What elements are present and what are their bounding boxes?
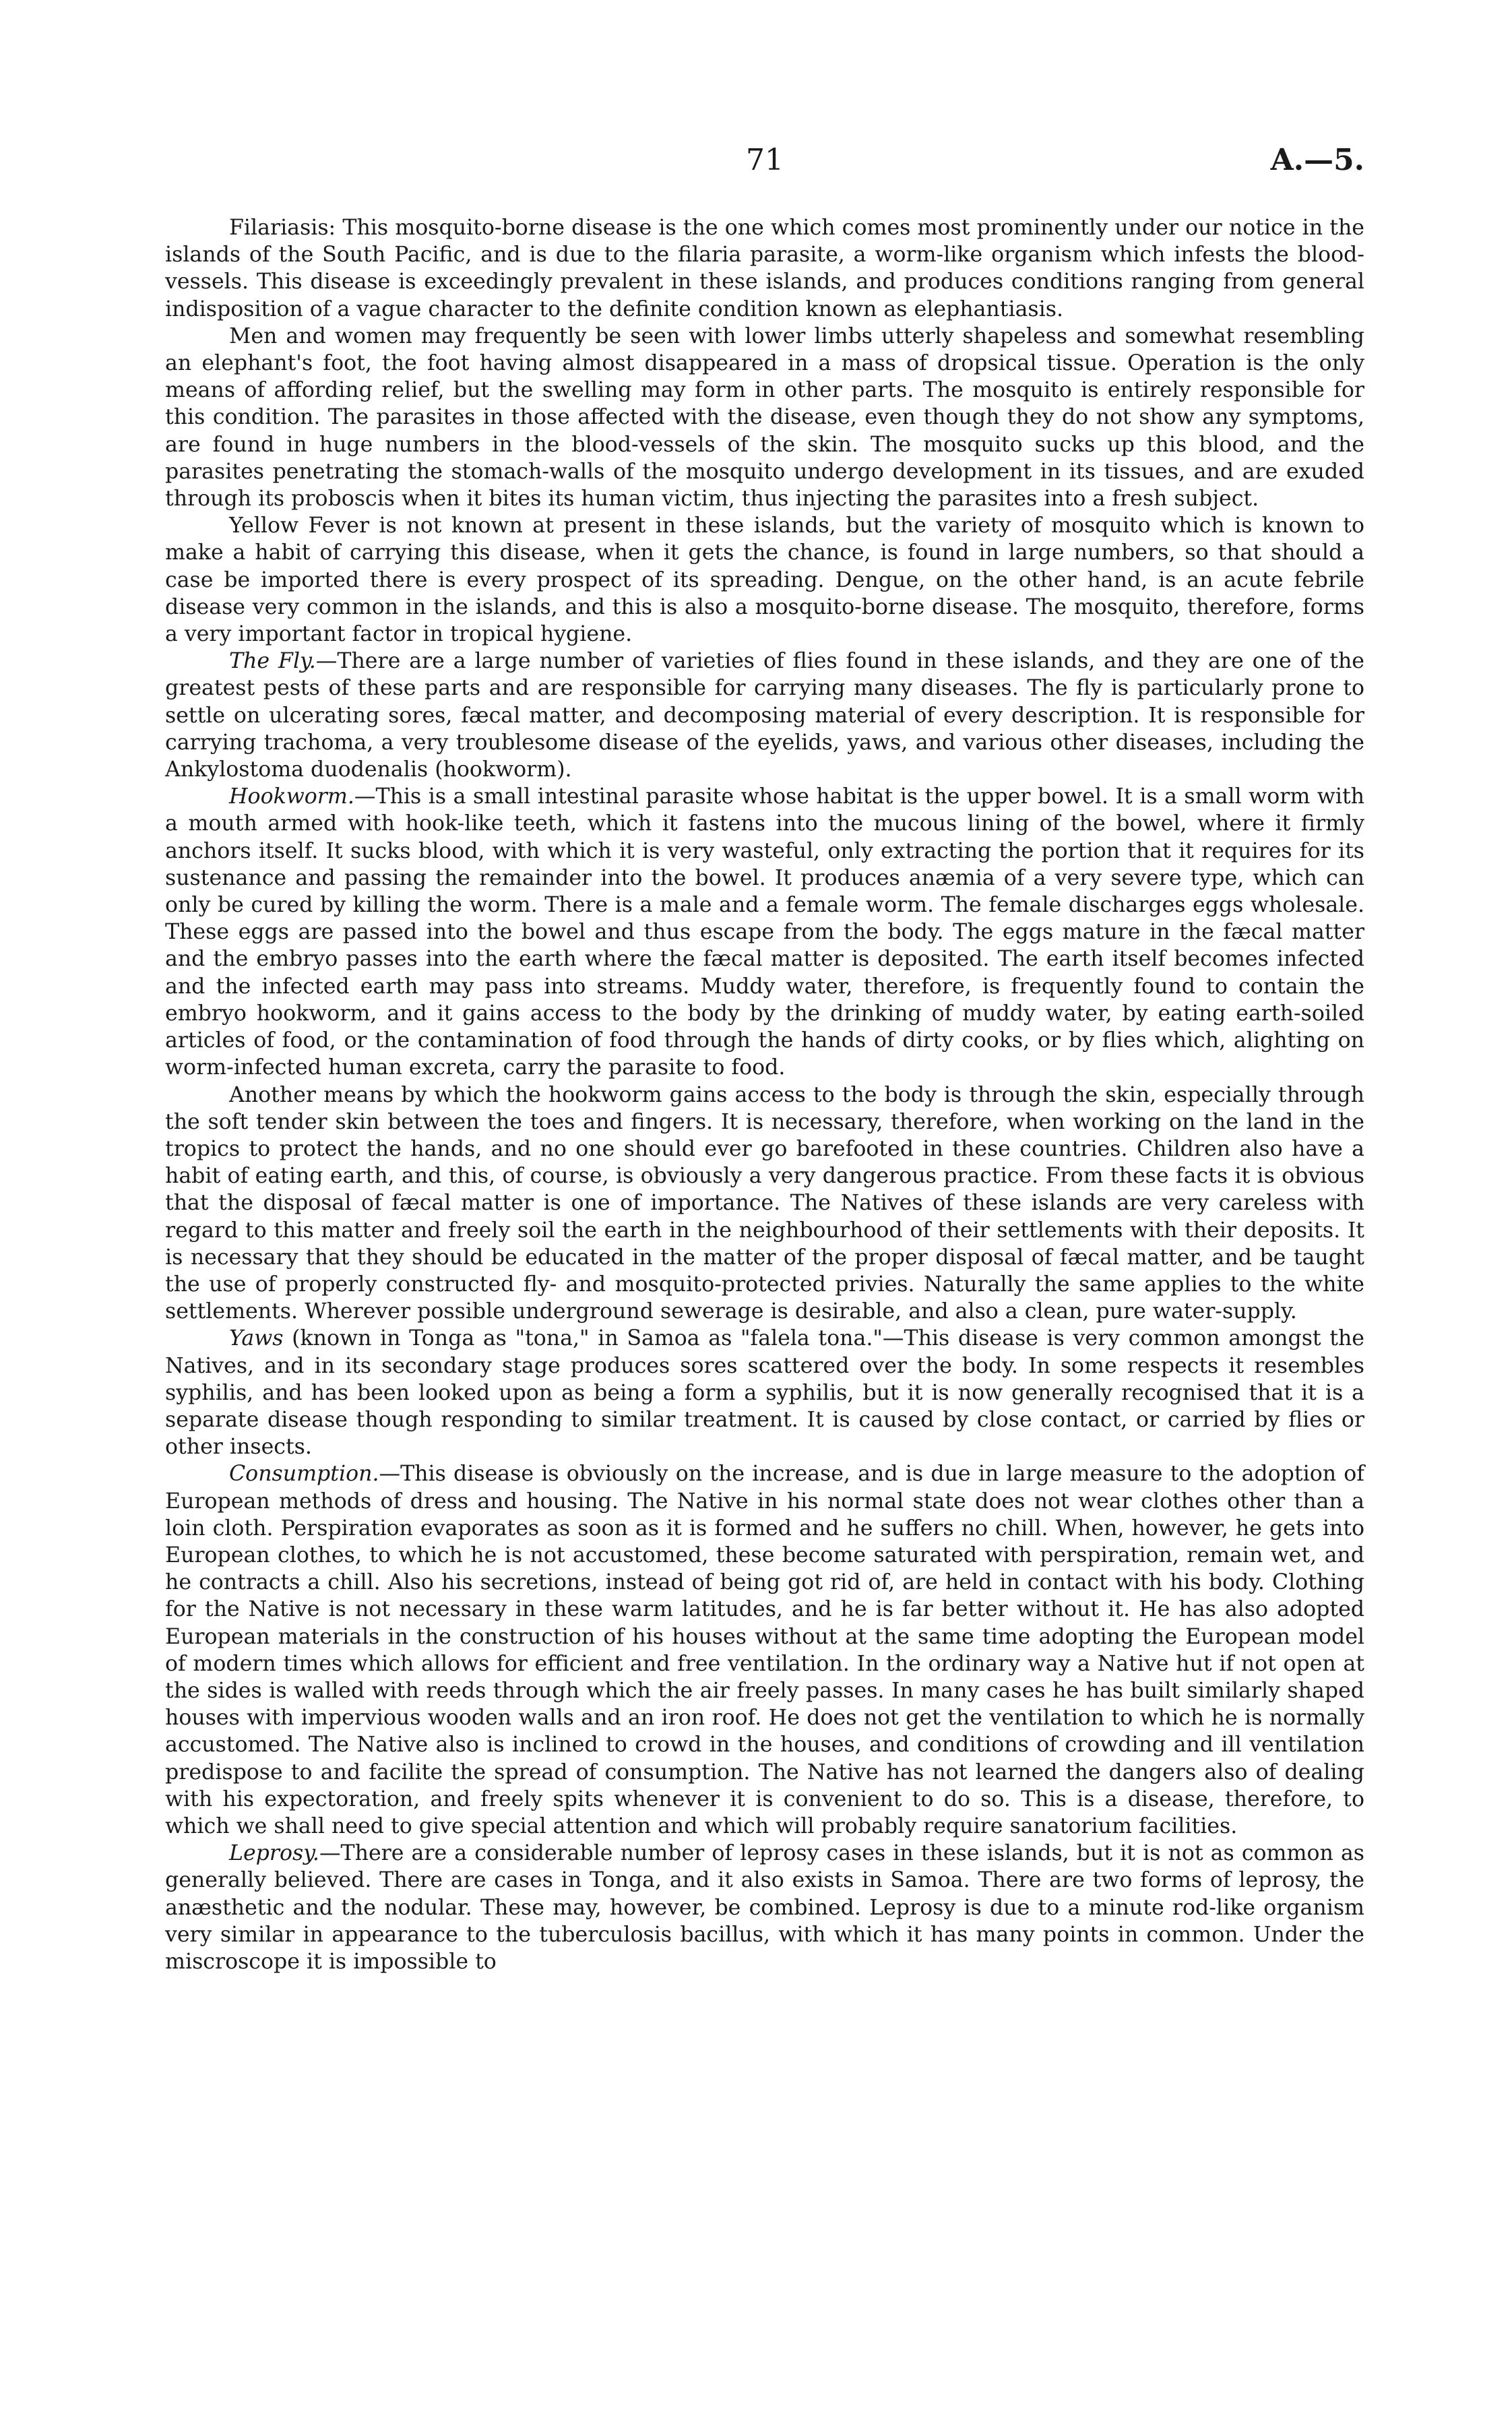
paragraph-hookworm-skin: Another means by which the hookworm gains access to the body is through the skin, especially through the soft tender skin between the toes and fingers. It is necessary, therefore, when working on the land in the tropics to protect the hands, and no one should ever go barefooted in these countries. Children also have a habit of eating earth, and this, of course, is obviously a very dangerous practice. From these facts it is obvious that the disposal of fæcal matter is one of importance. The Natives of these islands are very careless with regard to this matter and freely soil the earth in the neighbourhood of their settlements with their deposits. It is necessary that they should be educated in the matter of the proper disposal of fæcal matter, and be taught the use of properly constructed fly- and mosquito-protected privies. Naturally the same applies to the white settlements. Wherever possible underground sewerage is desirable, and also a clean, pure water-supply. — [165, 1082, 1364, 1324]
body-text — [165, 214, 1364, 1975]
page-number: 71 — [746, 143, 784, 177]
page-header — [165, 143, 1364, 190]
paragraph-consumption: Consumption.—This disease is obviously on the increase, and is due in large measure to the adoption of European methods of dress and housing. The Native in his normal state does not wear clothes other than a loin cloth. Perspiration evaporates as soon as it is formed and he suffers no chill. When, however, he gets into European clothes, to which he is not accustomed, these become saturated with perspiration, remain wet, and he contracts a chill. Also his secretions, instead of being got rid of, are held in contact with his body. Clothing for the Native is not necessary in these warm latitudes, and he is far better without it. He has also adopted European materials in the construction of his houses without at the same time adopting the European model of modern times which allows for efficient and free ventilation. In the ordinary way a Native hut if not open at the sides is walled with reeds through which the air freely passes. In many cases he has built similarly shaped houses with impervious wooden walls and an iron roof. He does not get the ventilation to which he is normally accustomed. The Native also is inclined to crowd in the houses, and conditions of crowding and ill ventilation predispose to and facilite the spread of consumption. The Native has not learned the dangers also of dealing with his expectoration, and freely spits whenever it is convenient to do so. This is a disease, therefore, to which we shall need to give special attention and which will probably require sanatorium facilities. — [165, 1462, 1364, 1838]
paragraph-filariasis: Filariasis: This mosquito-borne disease is the one which comes most prominently under our notice in the islands of the South Pacific, and is due to the filaria parasite, a worm-like organism which infests the blood-vessels. This disease is exceedingly prevalent in these islands, and produces conditions ranging from general indisposition of a vague character to the definite condition known as elephantiasis. — [165, 216, 1364, 321]
paragraph-yellow-fever: Yellow Fever is not known at present in these islands, but the variety of mosquito which is known to make a habit of carrying this disease, when it gets the chance, is found in large numbers, so that should a case be imported there is every prospect of its spreading. Dengue, on the other hand, is an acute febrile disease very common in the islands, and this is also a mosquito-borne disease. The mosquito, therefore, forms a very important factor in tropical hygiene. — [165, 514, 1364, 647]
report-code: A.—5. — [1270, 143, 1364, 177]
paragraph-fly: The Fly.—There are a large number of varieties of flies found in these islands, and they are one of the greatest pests of these parts and are responsible for carrying many diseases. The fly is particularly prone to settle on ulcerating sores, fæcal matter, and decomposing material of every description. It is responsible for carrying trachoma, a very troublesome disease of the eyelids, yaws, and various other diseases, including the Ankylostoma duodenalis (hookworm). — [165, 649, 1364, 782]
paragraph-hookworm: Hookworm.—This is a small intestinal parasite whose habitat is the upper bowel. It is a small worm with a mouth armed with hook-like teeth, which it fastens into the mucous lining of the bowel, where it firmly anchors itself. It sucks blood, with which it is very wasteful, only extracting the portion that it requires for its sustenance and passing the remainder into the bowel. It produces anæmia of a very severe type, which can only be cured by killing the worm. There is a male and a female worm. The female discharges eggs wholesale. These eggs are passed into the bowel and thus escape from the body. The eggs mature in the fæcal matter and the embryo passes into the earth where the fæcal matter is deposited. The earth itself becomes infected and the infected earth may pass into streams. Muddy water, therefore, is frequently found to contain the embryo hookworm, and it gains access to the body by the drinking of muddy water, by eating earth-soiled articles of food, or the contamination of food through the hands of dirty cooks, or by flies which, alighting on worm-infected human excreta, carry the parasite to food. — [165, 784, 1364, 1080]
paragraph-yaws: Yaws (known in Tonga as "tona," in Samoa as "falela tona."—This disease is very common amongst the Natives, and in its secondary stage produces sores scattered over the body. In some respects it resembles syphilis, and has been looked upon as being a form a syphilis, but it is now generally recognised that it is a separate disease though responding to similar treatment. It is caused by close contact, or carried by flies or other insects. — [165, 1326, 1364, 1460]
paragraph-leprosy: Leprosy.—There are a considerable number of leprosy cases in these islands, but it is not as common as generally believed. There are cases in Tonga, and it also exists in Samoa. There are two forms of leprosy, the anæsthetic and the nodular. These may, however, be combined. Leprosy is due to a minute rod-like organism very similar in appearance to the tuberculosis bacillus, with which it has many points in common. Under the miscroscope it is impossible to — [165, 1841, 1364, 1974]
paragraph-elephantiasis: Men and women may frequently be seen with lower limbs utterly shapeless and somewhat resembling an elephant's foot, the foot having almost disappeared in a mass of dropsical tissue. Operation is the only means of affording relief, but the swelling may form in other parts. The mosquito is entirely responsible for this condition. The parasites in those affected with the disease, even though they do not show any symptoms, are found in huge numbers in the blood-vessels of the skin. The mosquito sucks up this blood, and the parasites penetrating the stomach-walls of the mosquito undergo development in its tissues, and are exuded through its proboscis when it bites its human victim, thus injecting the parasites into a fresh subject. — [165, 323, 1364, 511]
